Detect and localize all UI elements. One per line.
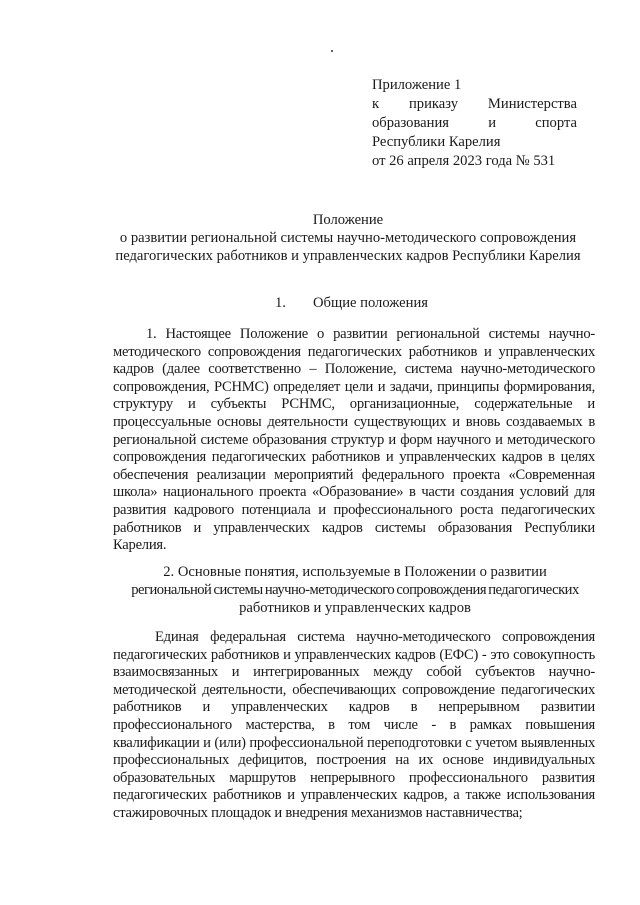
section-2-heading xyxy=(110,564,600,617)
appendix-date-number: от 26 апреля 2023 года № 531 xyxy=(372,153,556,169)
heading-line: работников и управленческих кадров xyxy=(239,599,471,616)
appendix-word: к xyxy=(372,96,380,112)
appendix-header xyxy=(372,76,577,171)
section-2-paragraph: Единая федеральная система научно-методического сопровождения педагогических работников и управленческих кадров (ЕФС) - это совокупность взаимосвязанных и интегрированных между собой субъектов научно-методической деятельности, обеспечивающих сопровождение педагогических работников и управленческих кадров в непрерывном развитии профессионального мастерства, в том числе - в рамках повышения квалификации и (или) профессиональной переподготовки с учетом выявленных профессиональных дефицитов, построения на их основе индивидуальных образовательных маршрутов непрерывного профессионального развития педагогических работников и управленческих кадров, а также использования стажировочных площадок и внедрения механизмов наставничества; xyxy=(113,629,595,821)
appendix-line-ministry xyxy=(372,114,577,133)
title-line: о развитии региональной системы научно-методического сопровождения xyxy=(119,229,577,246)
appendix-word: Министерства xyxy=(487,96,577,112)
title-line: педагогических работников и управленческих кадров Республики Карелия xyxy=(115,247,581,264)
appendix-word: спорта xyxy=(535,115,577,131)
title-line: Положение xyxy=(312,212,384,228)
appendix-word: образования xyxy=(372,115,449,131)
appendix-title: Приложение 1 xyxy=(372,77,462,93)
heading-line: региональной системы научно-методического сопровождения педагогических xyxy=(131,581,579,598)
heading-line: 2. Основные понятия, используемые в Положении о развитии xyxy=(163,564,547,580)
section-title: Общие положения xyxy=(313,295,428,311)
appendix-word: и xyxy=(488,115,497,131)
appendix-line-order xyxy=(372,95,577,114)
document-title xyxy=(100,212,596,265)
appendix-word: приказу xyxy=(408,96,459,112)
section-1-paragraph: 1. Настоящее Положение о развитии региональной системы научно-методического сопровождения педагогических работников и управленческих кадров (далее соответственно – Положение, система научно-методического сопровождения, РСНМС) определяет цели и задачи, принципы формирования, структуру и субъекты РСНМС, организационные, содержательные и процессуальные основы деятельности существующих и вновь создаваемых в региональной системе образования структур и форм научного и методического сопровождения педагогических работников и управленческих кадров в целях обеспечения реализации мероприятий федерального проекта «Современная школа» национального проекта «Образование» в части создания условий для развития кадрового потенциала и профессионального роста педагогических работников и управленческих кадров системы образования Республики Карелия. xyxy=(113,326,595,554)
appendix-region: Республики Карелия xyxy=(372,134,501,150)
section-1-heading xyxy=(275,295,428,313)
scan-speck xyxy=(331,50,333,52)
section-number: 1. xyxy=(275,295,286,311)
